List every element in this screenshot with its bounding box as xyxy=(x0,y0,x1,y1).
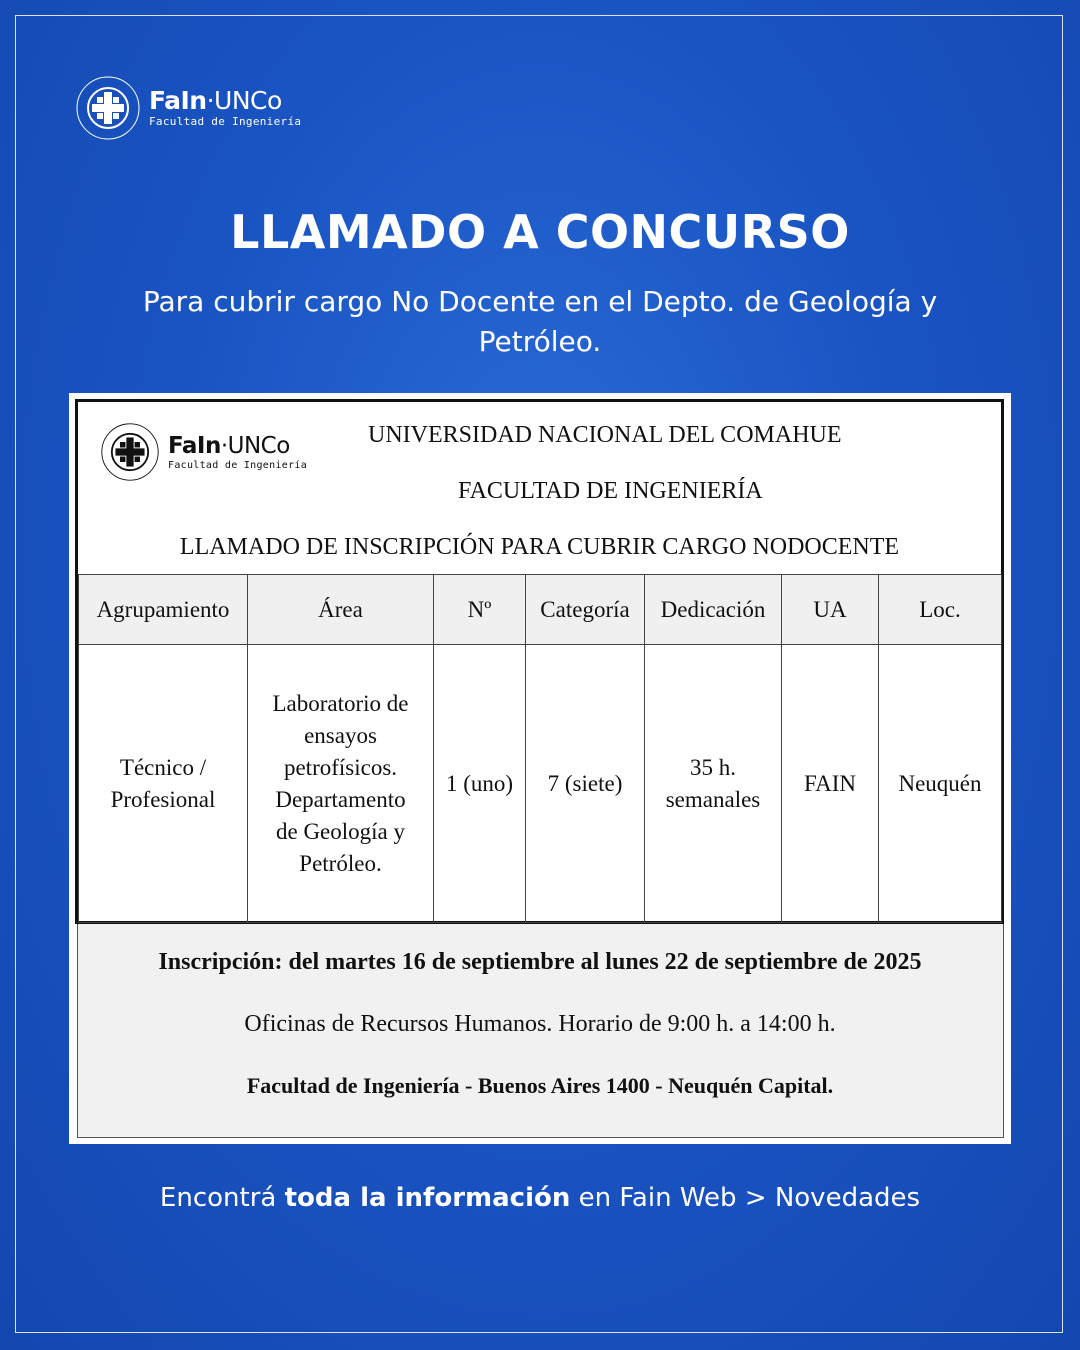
position-table xyxy=(78,574,1002,923)
page-title: LLAMADO A CONCURSO xyxy=(230,205,850,259)
document-brand-subtitle: Facultad de Ingeniería xyxy=(168,460,308,471)
university-seal-icon xyxy=(75,75,141,141)
table-cell: Laboratorio de ensayos petrofísicos. Departamento de Geología y Petróleo. xyxy=(248,645,434,923)
table-cell: Neuquén xyxy=(879,645,1002,923)
inscription-dates: Inscripción: del martes 16 de septiembre al lunes 22 de septiembre de 2025 xyxy=(158,949,922,975)
column-header: UA xyxy=(782,575,879,645)
office-hours: Oficinas de Recursos Humanos. Horario de 9:00 h. a 14:00 h. xyxy=(244,1011,836,1037)
document-logo xyxy=(100,422,307,482)
table-cell: 1 (uno) xyxy=(434,645,526,923)
column-header: Dedicación xyxy=(645,575,782,645)
column-header: Loc. xyxy=(879,575,1002,645)
brand-logo xyxy=(75,75,301,141)
column-header: Agrupamiento xyxy=(79,575,248,645)
call-heading: LLAMADO DE INSCRIPCIÓN PARA CUBRIR CARGO NODOCENTE xyxy=(179,534,900,560)
university-seal-icon xyxy=(100,422,160,482)
faculty-heading: FACULTAD DE INGENIERÍA xyxy=(458,478,763,504)
table-cell: 7 (siete) xyxy=(526,645,645,923)
table-cell: Técnico / Profesional xyxy=(79,645,248,923)
column-header: Nº xyxy=(434,575,526,645)
footer-note: Encontrá toda la información en Fain Web > Novedades xyxy=(159,1183,921,1213)
column-header: Área xyxy=(248,575,434,645)
brand-subtitle: Facultad de Ingeniería xyxy=(149,115,302,128)
document-brand-name: FaIn·UNCo xyxy=(168,433,290,459)
brand-name: FaIn·UNCo xyxy=(149,86,282,115)
table-row xyxy=(79,645,1002,923)
address: Facultad de Ingeniería - Buenos Aires 1400 - Neuquén Capital. xyxy=(246,1073,834,1098)
inscription-info-box xyxy=(77,924,1004,1138)
university-heading: UNIVERSIDAD NACIONAL DEL COMAHUE xyxy=(368,422,842,448)
document-header-box xyxy=(75,399,1004,924)
table-cell: 35 h. semanales xyxy=(645,645,782,923)
table-cell: FAIN xyxy=(782,645,879,923)
page-subtitle: Para cubrir cargo No Docente en el Depto. de Geología y Petróleo. xyxy=(142,285,938,358)
column-header: Categoría xyxy=(526,575,645,645)
announcement-document xyxy=(69,393,1011,1144)
table-header-row xyxy=(79,575,1002,645)
